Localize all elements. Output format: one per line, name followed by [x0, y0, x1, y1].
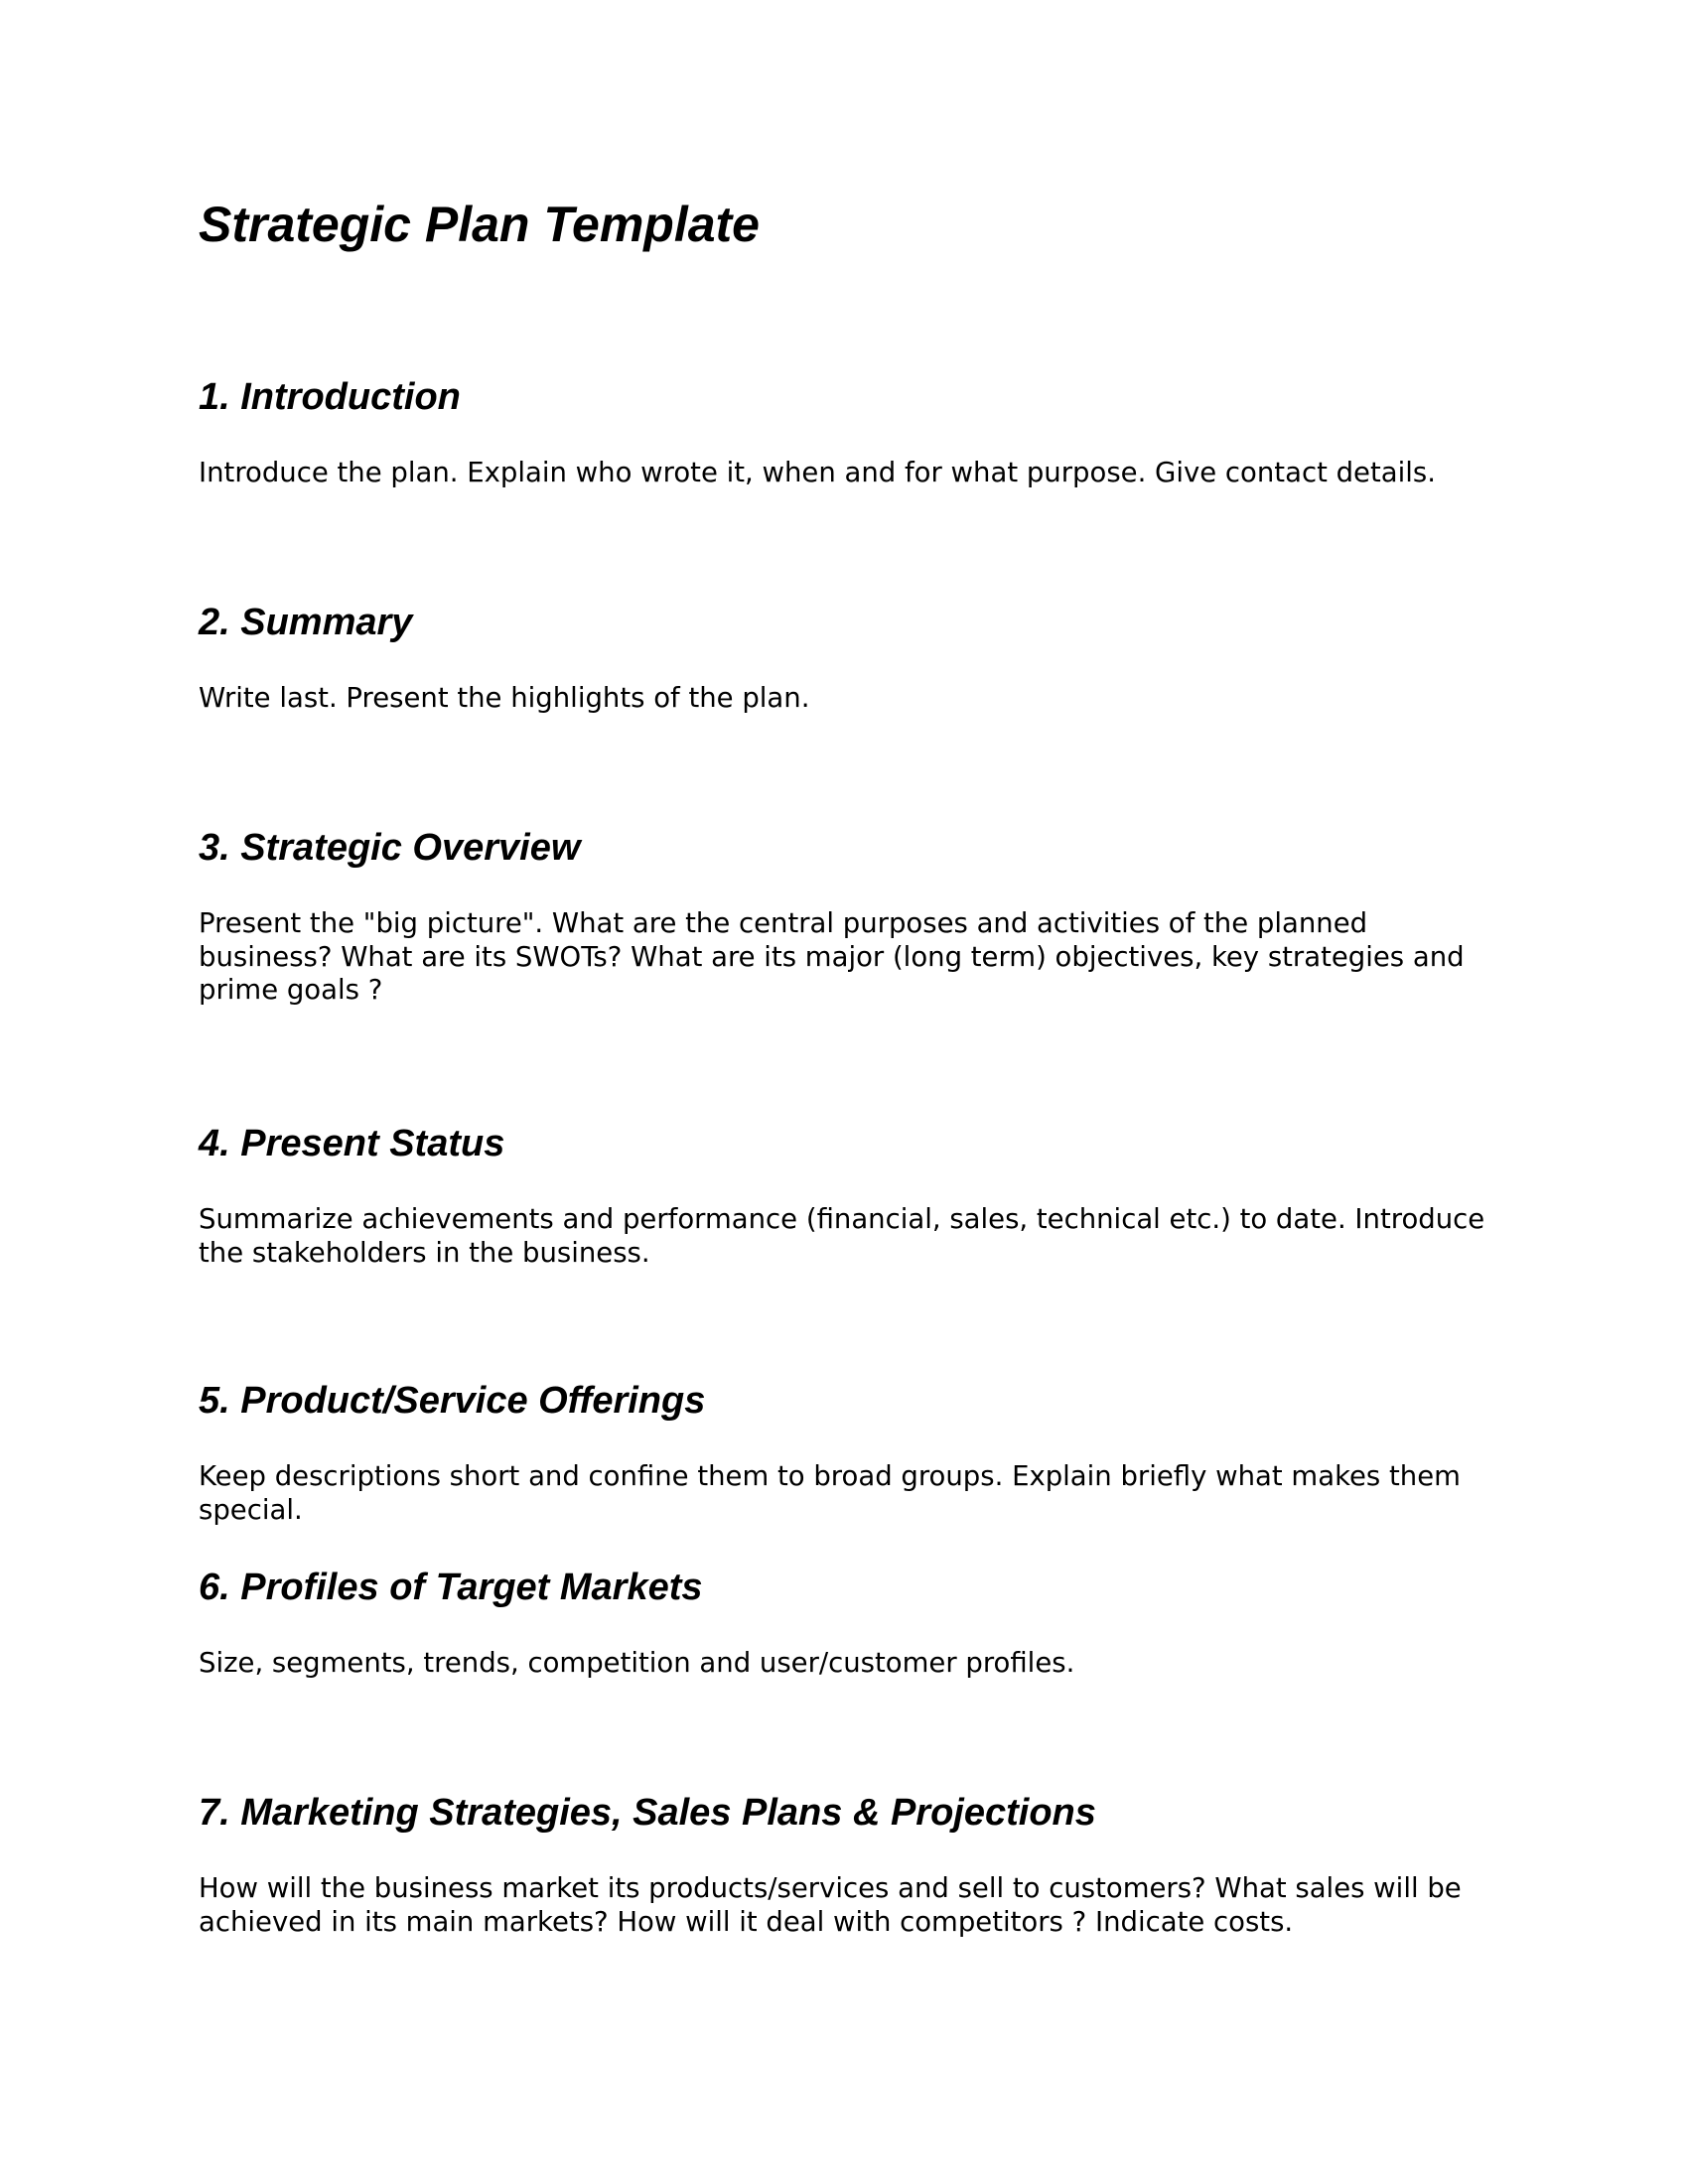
section-heading: 4. Present Status — [199, 1123, 505, 1164]
section-body: Size, segments, trends, competition and user/customer profiles. — [199, 1647, 1075, 1679]
document-title: Strategic Plan Template — [199, 197, 760, 252]
section-body: How will the business market its products/services and sell to customers? What sales will be achieved in its main markets? How will it deal with competitors ? Indicate costs. — [199, 1872, 1462, 1938]
section-heading: 7. Marketing Strategies, Sales Plans & Projections — [199, 1792, 1096, 1834]
section-body: Write last. Present the highlights of the plan. — [199, 682, 810, 714]
section-body: Keep descriptions short and confine them to broad groups. Explain briefly what makes them special. — [199, 1460, 1461, 1526]
section-body: Introduce the plan. Explain who wrote it, when and for what purpose. Give contact details. — [199, 457, 1436, 488]
section-heading: 5. Product/Service Offerings — [199, 1380, 706, 1422]
section-heading: 1. Introduction — [199, 376, 461, 418]
section-body: Present the "big picture". What are the central purposes and activities of the planned business? What are its SWOTs? What are its major (long term) objectives, key strategies and prime goals ? — [199, 907, 1465, 1006]
section-heading: 3. Strategic Overview — [199, 827, 581, 869]
section-heading: 2. Summary — [199, 602, 413, 643]
section-heading: 6. Profiles of Target Markets — [199, 1567, 703, 1608]
section-body: Summarize achievements and performance (financial, sales, technical etc.) to date. Introduce the stakeholders in the business. — [199, 1203, 1485, 1269]
